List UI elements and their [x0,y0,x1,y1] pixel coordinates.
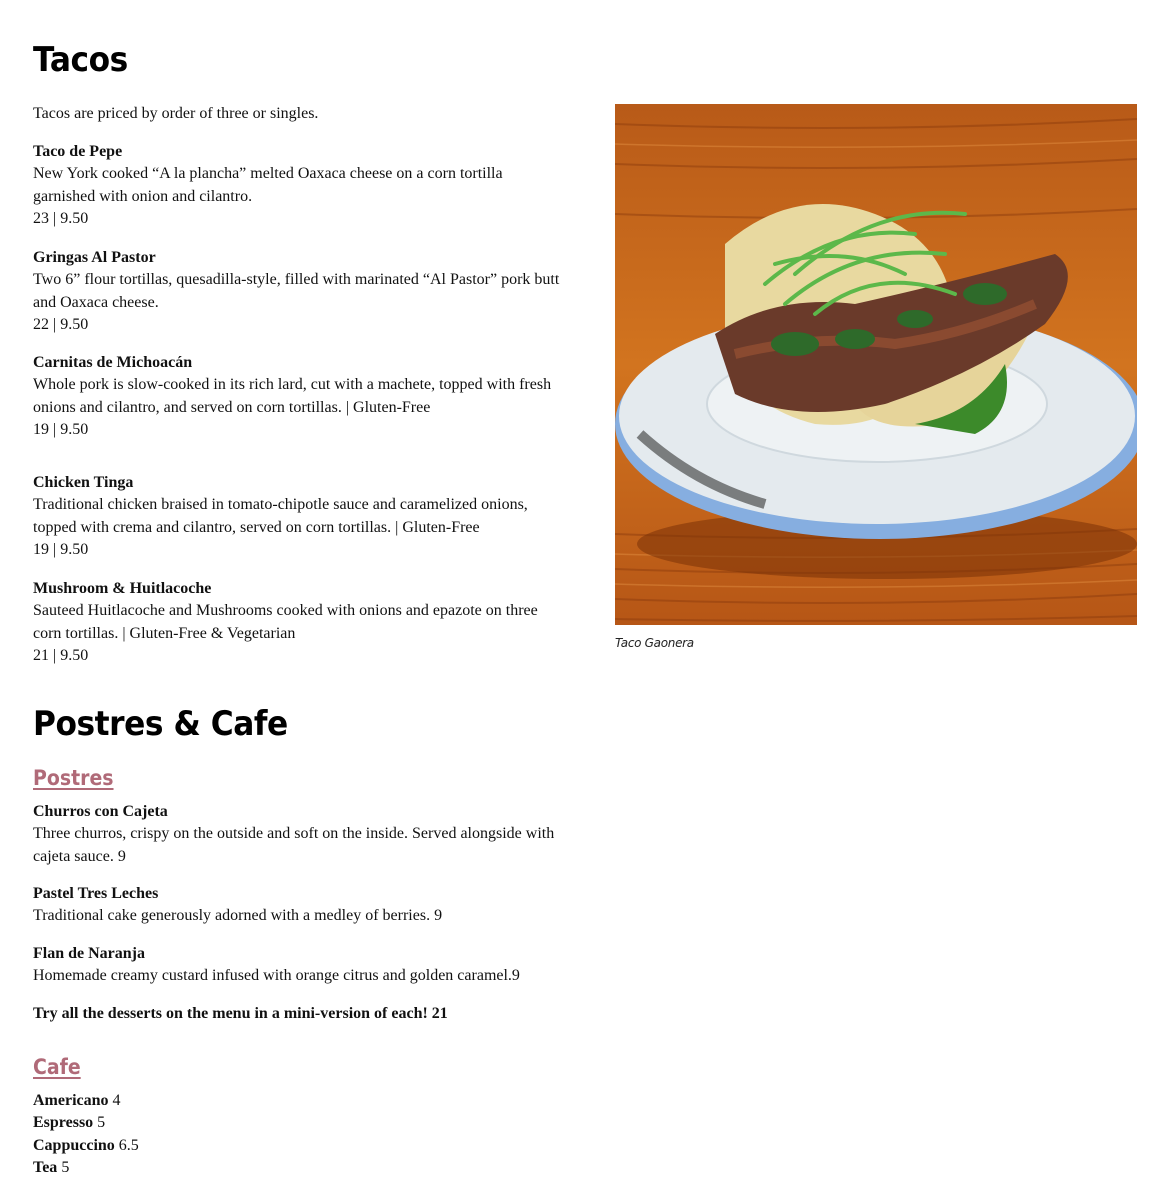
postres-subheading: Postres [33,766,114,790]
item-price: 23 | 9.50 [33,210,89,228]
item-name: Espresso [33,1114,94,1132]
taco-item [33,578,563,668]
sampler-text: Try all the desserts on the menu in a mini-version of each! 21 [33,1005,448,1022]
cafe-item [33,1090,563,1112]
dessert-item [33,883,563,928]
item-name: Chicken Tinga [33,474,134,491]
photo-caption: Taco Gaonera [615,636,694,650]
item-price: 5 [93,1114,106,1132]
item-name: Gringas Al Pastor [33,249,156,266]
taco-item [33,247,563,337]
item-description: Three churros, crispy on the outside and soft on the inside. Served alongside with cajeta sauce. 9 [33,825,555,865]
item-price: 21 | 9.50 [33,647,89,665]
cafe-subheading: Cafe [33,1055,81,1079]
item-description: Traditional cake generously adorned with a medley of berries. 9 [33,907,443,925]
item-description: Two 6” flour tortillas, quesadilla-style, filled with marinated “Al Pastor” pork butt and Oaxaca cheese. [33,271,560,311]
item-description: New York cooked “A la plancha” melted Oaxaca cheese on a corn tortilla garnished with onion and cilantro. [33,165,503,205]
taco-item [33,141,563,231]
tacos-heading: Tacos [33,40,128,80]
item-description: Homemade creamy custard infused with orange citrus and golden caramel.9 [33,967,520,985]
dessert-item [33,943,563,988]
taco-photo [615,104,1137,625]
postres-cafe-heading: Postres & Cafe [33,704,288,744]
item-name: Pastel Tres Leches [33,885,159,902]
cafe-item [33,1112,563,1134]
item-price: 22 | 9.50 [33,316,89,334]
item-price: 19 | 9.50 [33,541,89,559]
item-description: Sauteed Huitlacoche and Mushrooms cooked with onions and epazote on three corn tortillas. | Gluten-Free & Vegetarian [33,602,538,642]
item-name: Carnitas de Michoacán [33,354,193,371]
item-name: Tea [33,1159,58,1177]
taco-item [33,352,563,442]
item-name: Flan de Naranja [33,945,145,962]
taco-illustration [615,104,1137,625]
taco-item [33,472,563,562]
item-name: Cappuccino [33,1136,115,1154]
item-description: Whole pork is slow-cooked in its rich lard, cut with a machete, topped with fresh onions and cilantro, and served on corn tortillas. | Gluten-Free [33,376,552,416]
item-description: Traditional chicken braised in tomato-chipotle sauce and caramelized onions, topped with crema and cilantro, served on corn tortillas. | Gluten-Free [33,496,528,536]
item-name: Mushroom & Huitlacoche [33,580,212,597]
cafe-list [33,1090,563,1180]
item-price: 5 [57,1159,70,1177]
item-name: Americano [33,1092,109,1109]
dessert-sampler [33,1003,563,1025]
item-name: Taco de Pepe [33,143,123,160]
tacos-intro: Tacos are priced by order of three or singles. [33,105,319,122]
item-name: Churros con Cajeta [33,803,168,820]
item-price: 19 | 9.50 [33,421,89,439]
item-price: 4 [108,1092,121,1109]
dessert-item [33,801,563,868]
item-price: 6.5 [114,1136,139,1154]
cafe-item [33,1157,563,1179]
tacos-list [33,103,563,125]
cafe-item [33,1135,563,1157]
